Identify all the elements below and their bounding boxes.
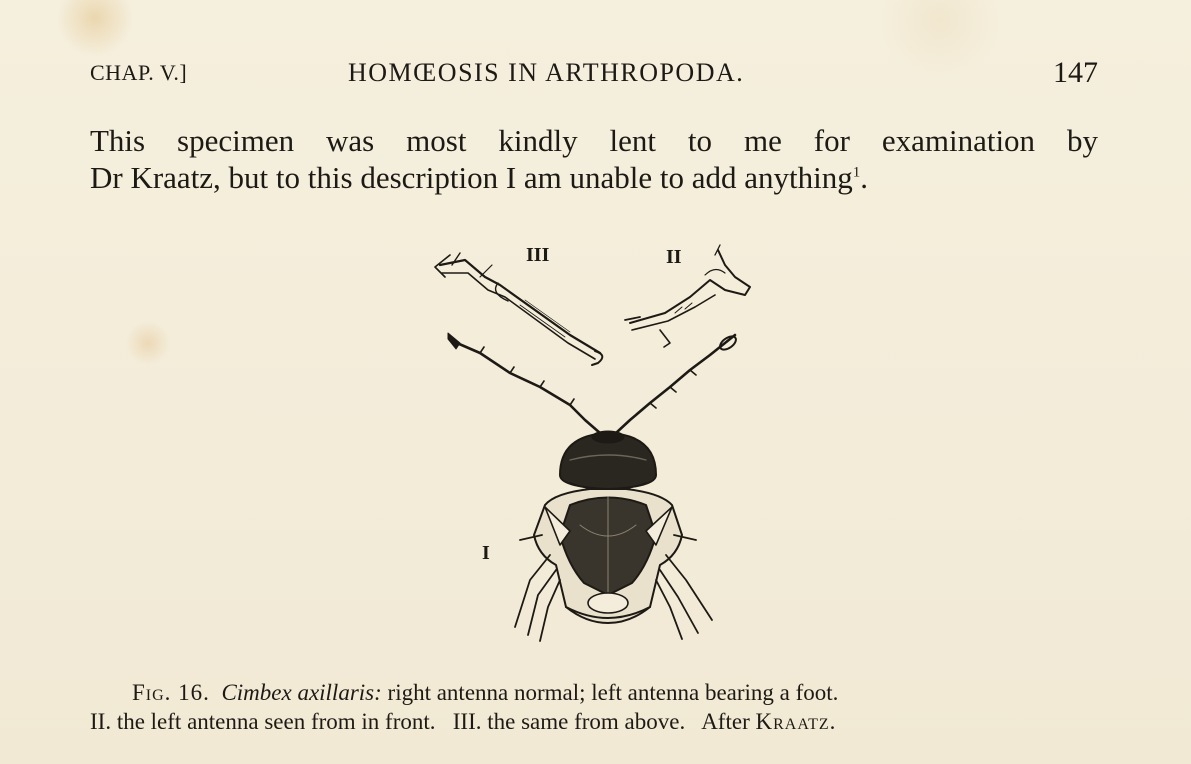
body-paragraph	[90, 122, 1098, 196]
beetle-illustration	[420, 235, 770, 645]
label-view-i: I	[482, 542, 490, 564]
body-line-2-text: Dr Kraatz, but to this description I am unable to add anything	[90, 160, 853, 195]
caption-line-1	[90, 678, 1100, 707]
body-line-2-end: .	[860, 160, 869, 195]
antenna-foot-view-ii	[625, 245, 750, 347]
caption-line-2	[90, 707, 1100, 736]
figure-caption	[90, 678, 1100, 736]
beetle-figure	[420, 235, 770, 645]
body-line-1: This specimen was most kindly lent to me for examination by	[90, 123, 1098, 158]
beetle-head	[560, 431, 656, 490]
caption-author: Kraatz	[755, 709, 830, 734]
figure-number: Fig. 16.	[132, 680, 210, 705]
species-name: Cimbex axillaris:	[221, 680, 382, 705]
chapter-reference: CHAP. V.]	[90, 60, 188, 85]
label-view-iii: III	[526, 244, 550, 266]
running-header	[90, 54, 1098, 94]
caption-line-2-text: II. the left antenna seen from in front. III. the same from above. After	[90, 709, 756, 734]
page-number: 147	[1053, 56, 1098, 89]
antenna-foot-view-iii	[435, 253, 602, 365]
label-view-ii: II	[666, 246, 682, 268]
caption-line-2-end: .	[829, 709, 836, 734]
left-antenna	[616, 334, 738, 433]
running-title: HOMŒOSIS IN ARTHROPODA.	[348, 58, 745, 87]
caption-line-1-text: right antenna normal; left antenna bearing a foot.	[387, 680, 839, 705]
footnote-ref: 1	[852, 164, 861, 181]
beetle-body	[534, 489, 682, 623]
body-line-2	[90, 159, 1098, 196]
